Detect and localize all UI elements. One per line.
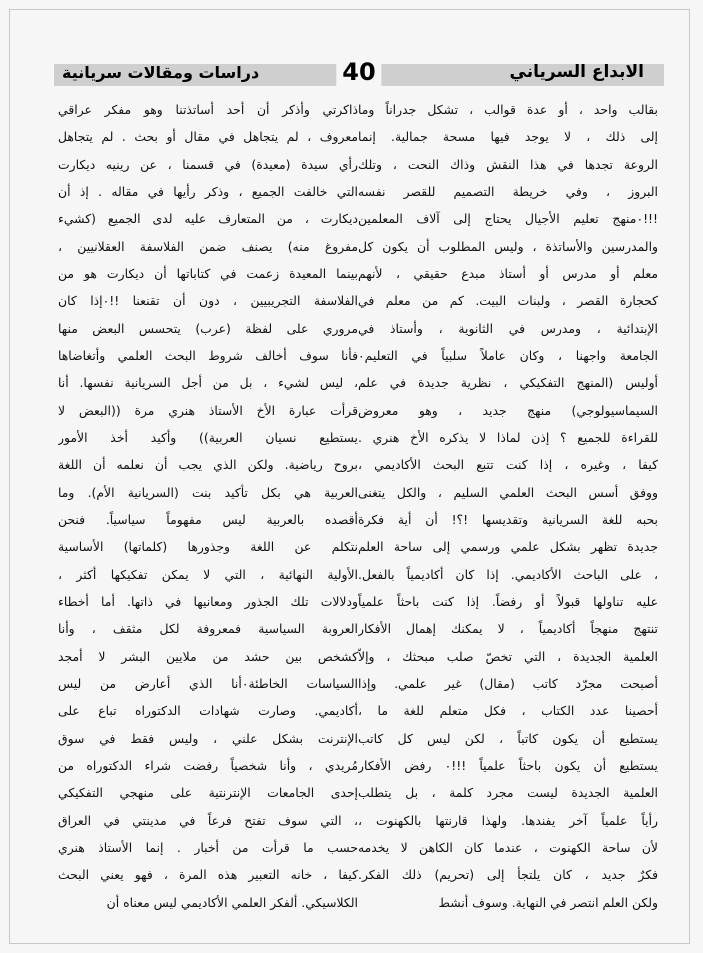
text-line: الجامعة واجهنا ، وكان عاملاً سلبياً في التعليم٠	[358, 347, 658, 363]
text-line: عليه تناولها قبولاً أو رفضاً. إذا كنت باحثاً علمياً	[358, 593, 658, 609]
text-line: !!!٠منهج تعليم الأجيال يحتاج إلى آلاف المعلمين	[358, 211, 658, 227]
text-line: أوليس (المنهج التفكيكي ، نظرية جديدة في علم	[358, 375, 658, 391]
text-line: تنتهج منهجاً أكاديمياً ، لا يمكنك إهمال الأفكار	[358, 621, 658, 637]
text-line: مفروغ منه) يصنف ضمن الفلاسفة العقلانيين ،	[58, 238, 358, 254]
text-line: السيماسيولوجي) منهج جديد ، وهو معروض	[358, 402, 658, 418]
text-line: أصبحت مجرّد كاتب (مقال) غير علمي. وإذا	[358, 675, 658, 691]
text-line: السياسات الخاطئة٠أنا الذي أعارض من ليس	[58, 675, 358, 691]
text-line: الأولية النهائية ، التي لا يمكن تفكيكها أكثر ،	[58, 566, 358, 582]
text-line: ، على الباحث الأكاديمي. إذا كان أكاديمياً بالفعل.	[358, 566, 658, 582]
text-line: إحدى الجامعات الإنترنتية على منهجي التفكيكي	[58, 785, 358, 801]
text-line: يستطيع نسيان العربية)) وأكيد أخذ الأمور	[58, 429, 358, 445]
page-number: 40	[336, 58, 381, 86]
text-line: أحصينا عدد الكتاب ، فكل متعلم للغة ما ،	[358, 703, 658, 719]
text-line: الإنترنت بشكل علني ، وليس فقط في سوق	[58, 730, 358, 746]
text-line: إلى ذلك ، لا يوجد فيها مسحة جمالية. إنما	[358, 129, 658, 145]
text-column-left	[58, 96, 358, 916]
text-line: ودلالات تلك الجذور ومعانيها في ذاتها. أما أخطاء	[58, 593, 358, 609]
text-line: ، ليس لشيء ، بل من أجل السريانية نفسها. أنا	[58, 375, 358, 391]
text-line: بروح رياضية. ولكن الذي يجب أن نعلمه أن اللغة	[58, 457, 358, 473]
text-line: الإبتدائية ، ومدرس في الثانوية ، وأستاذ في	[358, 320, 658, 336]
text-line: بقالب واحد ، أو عدة قوالب ، تشكل جدراناً وما	[358, 102, 658, 117]
text-line: بحبه للغة السريانية وتقديسها !؟! أن أية فكرة	[358, 511, 658, 527]
text-line: الروعة تجدها في هذا النقش وذاك النحت ، وتلك	[358, 156, 658, 172]
text-line: رأي سيدة (معيدة) في قسمنا ، عن رينيه ديكارت	[58, 156, 358, 172]
text-line: الفلاسفة التجريبيين ، دون أن تقنعنا !!٠إذا كان	[58, 293, 358, 309]
page-header	[54, 58, 664, 86]
text-line: أكاديمي. وصارت شهادات الدكتوراه تباع على	[58, 703, 358, 719]
text-line: فكرٌ جديد ، كان يلتجأ إلى (تحريم) ذلك الفكر.	[358, 867, 658, 883]
text-line: مروري على لفظة (عرب) يتحسس البعض منها	[58, 320, 358, 336]
text-line: كيفا ، خانه التعبير هذه المرة ، فهو يعني البحث	[58, 867, 358, 883]
text-column-right	[358, 96, 658, 916]
text-line: مُريدي ، وأنا شخصياً رفضت شراء الدكتوراه من	[58, 757, 358, 773]
text-line: ووفق أسس البحث العلمي السليم ، والكل يتغنى	[358, 484, 658, 500]
text-line: التي خالفت الجميع ، وذكر رأيها في مقاله . إذ أن	[58, 183, 358, 199]
text-line: يستطيع أن يكون باحثاً علمياً !!!٠ رفض الأفكار	[358, 757, 658, 773]
text-line: حسب ما قرأت من أخبار . إنما الأستاذ هنري	[58, 839, 358, 855]
text-line: رأياً علمياً آخر يفندها. ولهذا قارنتها بالكهنوت ،	[358, 812, 658, 828]
text-line: أقصده بالعربية ليس مفهوماً سياسياً. فنحن	[58, 511, 358, 527]
text-line: كشخص بين حشد من ملايين البشر لا أمجد	[58, 648, 358, 664]
text-line: ، التي سوف تفتح فرعاً في مدينتي في العراق	[58, 812, 358, 828]
publication-title: الابداع السرياني	[509, 62, 644, 82]
text-line: ذاكرتي وأذكر أن أحد أساتذتنا وهو مفكر عراقي	[58, 102, 358, 117]
text-line: لأن ساحة الكهنوت ، عندما كان الكاهن لا يخدمه	[358, 839, 658, 855]
text-line: البروز ، وفي خريطة التصميم للقصر نفسه	[358, 183, 658, 199]
text-line: العربية هي بكل تأكيد بنت (السريانية الأم). وما	[58, 484, 358, 500]
text-line: كحجارة القصر ، ولبنات البيت. كم من معلم في	[358, 293, 658, 309]
text-line: نتكلم عن اللغة وجذورها (كلماتها) الأساسية	[58, 539, 358, 555]
text-line: للقراءة للجميع ؟ إذن لماذا لا يذكره الأخ هنري .	[358, 429, 658, 445]
text-line: بينما المعيدة زعمت في كتاباتها أن ديكارت هو من	[58, 265, 358, 281]
text-line: معروف ، لم يتجاهل في مقال أو بحث . لم يتجاهل	[58, 129, 358, 145]
text-line: يستطيع أن يكون كاتباً ، لكن ليس كل كاتب	[358, 730, 658, 746]
text-line: العروبة السياسية فمعروفة لكل مثقف ، وأنا	[58, 621, 358, 637]
text-line: ولكن العلم انتصر في النهاية. وسوف أنشط	[438, 894, 658, 910]
text-line: والمدرسين والأساتذة ، وليس المطلوب أن يكون كل	[358, 238, 658, 254]
text-line: معلم أو مدرس أو أستاذ مبدع حقيقي ، لأنهم	[358, 265, 658, 281]
section-title: دراسات ومقالات سريانية	[62, 63, 260, 82]
text-line: قرأت عبارة الأخ الأستاذ هنري مرة ((البعض لا	[58, 402, 358, 418]
text-line: ديكارت ، من المتعارف عليه لدى الجميع (كشيء	[58, 211, 358, 227]
text-line: جديدة تظهر بشكل علمي ورسمي إلى ساحة العلم	[358, 539, 658, 555]
text-line: فأنا سوف أخالف شروط البحث العلمي وأتغاضاها	[58, 347, 358, 363]
text-line: كيفا ، وغيره ، إذا كنت تتبع البحث الأكاديمي ،	[358, 457, 658, 473]
text-line: الكلاسيكي. ألفكر العلمي الأكاديمي ليس معناه أن	[106, 894, 358, 910]
text-line: العلمية الجديدة ، التي تخصّ صلب مبحثك ، وإلاّ	[358, 648, 658, 664]
text-line: العلمية الجديدة ليست مجرد كلمة ، بل يتطلب	[358, 785, 658, 801]
